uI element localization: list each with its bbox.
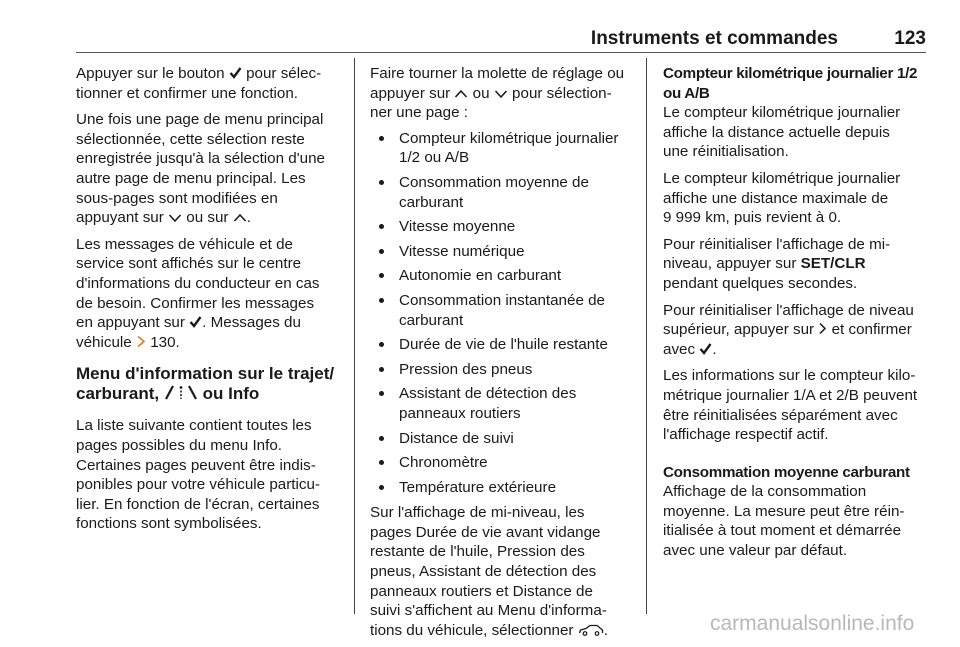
chevron-up-icon: [454, 89, 468, 99]
trip-info-icon: [164, 384, 198, 400]
column-divider: [354, 58, 355, 614]
chevron-down-icon: [168, 213, 182, 223]
paragraph: Sur l'affichage de mi-niveau, les pages Durée de vie avant vidange restante de l'huile, Pression des pneus, Assistant de détection des panneaux routiers et Distance de suivi s'affichent au Menu d'informa- tions du véhicule, sélectionner .: [370, 504, 608, 639]
chevron-right-icon: [818, 322, 827, 335]
paragraph: Le compteur kilométrique journalier affiche la distance actuelle depuis une réinitialisation.: [663, 104, 901, 161]
column-left: [76, 64, 344, 541]
section-title: Instruments et commandes: [590, 28, 838, 49]
page-number: 123: [894, 28, 926, 49]
check-icon: [189, 315, 202, 328]
paragraph: Affichage de la consommation moyenne. La mesure peut être réin- itialisée à tout moment et démarrée avec une valeur par défaut.: [663, 483, 905, 560]
paragraph: Pour réinitialiser l'affichage de niveau supérieur, appuyer sur et confirmer avec .: [663, 301, 914, 358]
page-reference-icon[interactable]: [136, 335, 146, 348]
paragraph: La liste suivante contient toutes les pages possibles du menu Info. Certaines pages peuvent être indis- ponibles pour votre véhicule particu- lier. En fonction de l'écran, certaines fonctions sont symbolisées.: [76, 417, 320, 533]
paragraph: Les messages de véhicule et de service sont affichés sur le centre d'informations du conducteur en cas de besoin. Confirmer les messages en appuyant sur . Messages du véhicule 130.: [76, 235, 320, 351]
list-item: Distance de suivi: [370, 429, 638, 449]
subheading: Consommation moyenne carburant: [663, 463, 910, 481]
list-item: Vitesse moyenne: [370, 217, 638, 237]
subheading: Compteur kilométrique journalier 1/2 ou A/B: [663, 65, 918, 102]
paragraph: Une fois une page de menu principal sélectionnée, cette sélection reste enregistrée jusqu'à la sélection d'une autre page de menu principal. Les sous-pages sont modifiées en appuyant sur ou sur .: [76, 111, 325, 227]
list-item: Durée de vie de l'huile restante: [370, 335, 638, 355]
check-icon: [229, 66, 242, 79]
watermark-brand: carmanualsonline.info: [710, 612, 915, 635]
list-item: Température extérieure: [370, 478, 638, 498]
list-item: Pression des pneus: [370, 360, 638, 380]
chevron-up-icon: [233, 213, 247, 223]
list-item: Consommation moyenne de carburant: [370, 173, 638, 212]
paragraph: Les informations sur le compteur kilo- métrique journalier 1/A et 2/B peuvent être réinitialisées séparément avec l'affichage respectif actif.: [663, 367, 918, 444]
paragraph: Faire tourner la molette de réglage ou appuyer sur ou pour sélection- ner une page :: [370, 65, 625, 122]
column-divider: [646, 58, 647, 614]
paragraph: Pour réinitialiser l'affichage de mi- niveau, appuyer sur SET/CLR pendant quelques secondes.: [663, 235, 891, 292]
section-heading: Menu d'information sur le trajet/ carburant, ou Info: [76, 364, 335, 404]
info-pages-list: [370, 129, 638, 498]
list-item: Consommation instantanée de carburant: [370, 291, 638, 330]
paragraph: Le compteur kilométrique journalier affiche une distance maximale de 9 999 km, puis revient à 0.: [663, 169, 901, 227]
paragraph: Appuyer sur le bouton pour sélec- tionner et confirmer une fonction.: [76, 65, 322, 102]
chevron-down-icon: [494, 89, 508, 99]
list-item: Vitesse numérique: [370, 242, 638, 262]
list-item: Chronomètre: [370, 453, 638, 473]
column-middle: [370, 64, 638, 647]
page-header: [76, 26, 926, 53]
list-item: Assistant de détection des panneaux routiers: [370, 384, 638, 423]
column-right: [663, 64, 931, 568]
list-item: Autonomie en carburant: [370, 266, 638, 286]
check-icon: [699, 342, 712, 355]
set-clr-label: SET/CLR: [800, 255, 866, 273]
vehicle-icon: [578, 624, 604, 636]
list-item: Compteur kilométrique journalier 1/2 ou A/B: [370, 129, 638, 168]
